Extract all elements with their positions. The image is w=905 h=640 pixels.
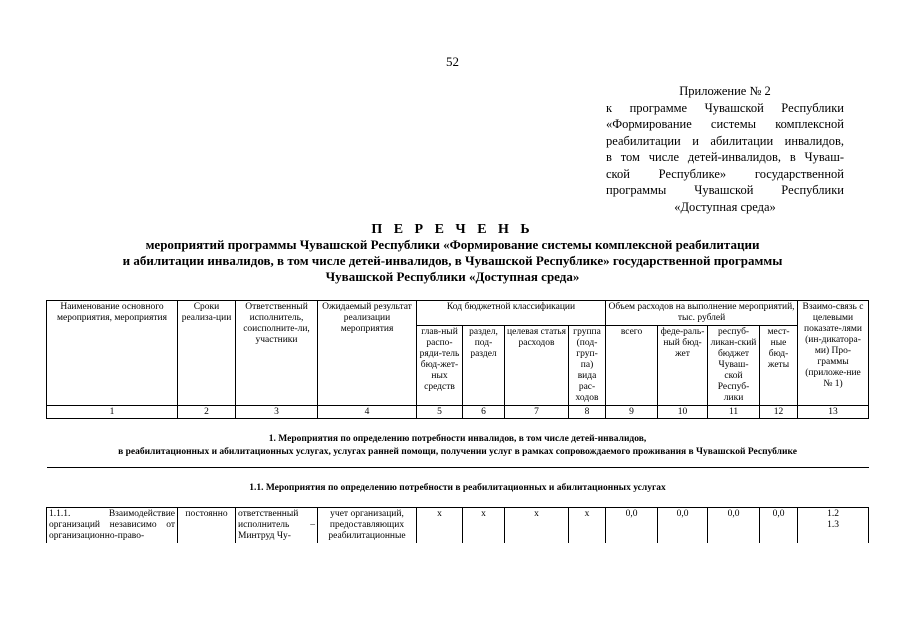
measure-exp-republic: 0,0 [708, 508, 760, 544]
column-number: 1 [47, 406, 178, 419]
section-heading [47, 419, 869, 468]
column-number: 12 [760, 406, 798, 419]
subsection-heading: 1.1. Мероприятия по определению потребности в реабилитационных и абилитационных услугах [47, 468, 869, 508]
header-kbk-article: целевая статья расходов [505, 326, 569, 406]
column-number: 11 [708, 406, 760, 419]
subsection-row [47, 468, 869, 508]
measure-kbk-section: x [463, 508, 505, 544]
document-title: П Е Р Е Ч Е Н Ь [371, 222, 534, 237]
appendix-line: ской Республике» государственной [606, 166, 844, 181]
table-row [47, 508, 869, 544]
measure-kbk-group: x [569, 508, 606, 544]
header-kbk: Код бюджетной классификации [417, 301, 606, 326]
appendix-line: к программе Чувашской Республики [606, 100, 844, 115]
indicator-link: 1.3 [827, 520, 839, 530]
measure-kbk-article: x [505, 508, 569, 544]
header-exp-federal: феде-раль-ный бюд-жет [658, 326, 708, 406]
header-link: Взаимо-связь с целевыми показате-лями (ин-дикатора-ми) Про-граммы (приложе-ние № 1) [798, 301, 869, 406]
measure-exp-total: 0,0 [606, 508, 658, 544]
header-kbk-main: глав-ный распо-ряди-тель бюд-жет-ных средств [417, 326, 463, 406]
section-heading-line: 1. Мероприятия по определению потребности инвалидов, в том числе детей-инвалидов, [268, 434, 647, 444]
column-number: 9 [606, 406, 658, 419]
column-number: 5 [417, 406, 463, 419]
header-result: Ожидаемый результат реализации мероприятия [318, 301, 417, 406]
subtitle-line: Чувашской Республики «Доступная среда» [325, 269, 580, 284]
measure-terms: постоянно [178, 508, 236, 544]
column-number: 7 [505, 406, 569, 419]
measure-exp-federal: 0,0 [658, 508, 708, 544]
appendix-line: «Формирование системы комплексной [606, 117, 844, 131]
indicator-link: 1.2 [827, 509, 839, 519]
header-name: Наименование основного мероприятия, мероприятия [47, 301, 178, 406]
section-heading-line: в реабилитационных и абилитационных услугах, услугах ранней помощи, получении услуг в рамках сопровождаемого проживания в Чувашской Республике [118, 447, 797, 457]
appendix-line: программы Чувашской Республики [606, 183, 844, 197]
appendix-line: в том числе детей-инвалидов, в Чуваш- [606, 150, 844, 164]
header-kbk-section: раздел, под-раздел [463, 326, 505, 406]
appendix-title: Приложение № 2 [679, 84, 771, 98]
header-row [47, 301, 869, 326]
measures-table [46, 300, 869, 543]
appendix-line: реабилитации и абилитации инвалидов, [606, 133, 844, 148]
header-expenses: Объем расходов на выполнение мероприятий, тыс. рублей [606, 301, 798, 326]
header-exp-total: всего [606, 326, 658, 406]
measure-result: учет организаций, предоставляющих реабилитационные [318, 508, 417, 544]
column-number: 2 [178, 406, 236, 419]
header-exp-local: мест-ные бюд-жеты [760, 326, 798, 406]
appendix-block [606, 83, 844, 215]
header-exp-republic: респуб-ликан-ский бюджет Чуваш-ской Респуб-лики [708, 326, 760, 406]
column-number: 4 [318, 406, 417, 419]
column-number: 8 [569, 406, 606, 419]
column-number: 13 [798, 406, 869, 419]
measure-executor: ответственный исполнитель – Минтруд Чу- [236, 508, 318, 544]
column-number: 3 [236, 406, 318, 419]
measure-link [798, 508, 869, 544]
subtitle-line: мероприятий программы Чувашской Республики «Формирование системы комплексной реабилитации [145, 237, 760, 252]
measure-name: 1.1.1. Взаимодействие организаций независимо от организационно-право- [47, 508, 178, 544]
measure-kbk-main: x [417, 508, 463, 544]
document-subtitle [60, 237, 845, 285]
subtitle-line: и абилитации инвалидов, в том числе детей-инвалидов, в Чувашской Республике» государственной программы [122, 253, 783, 268]
appendix-line: «Доступная среда» [674, 199, 776, 214]
column-number: 6 [463, 406, 505, 419]
measure-exp-local: 0,0 [760, 508, 798, 544]
page-number: 52 [446, 54, 459, 69]
header-terms: Сроки реализа-ции [178, 301, 236, 406]
header-kbk-group: группа (под-груп-па) вида рас-ходов [569, 326, 606, 406]
header-executor: Ответственный исполнитель, соисполните-ли, участники [236, 301, 318, 406]
section-row [47, 419, 869, 468]
column-number: 10 [658, 406, 708, 419]
column-numbers-row [47, 406, 869, 419]
